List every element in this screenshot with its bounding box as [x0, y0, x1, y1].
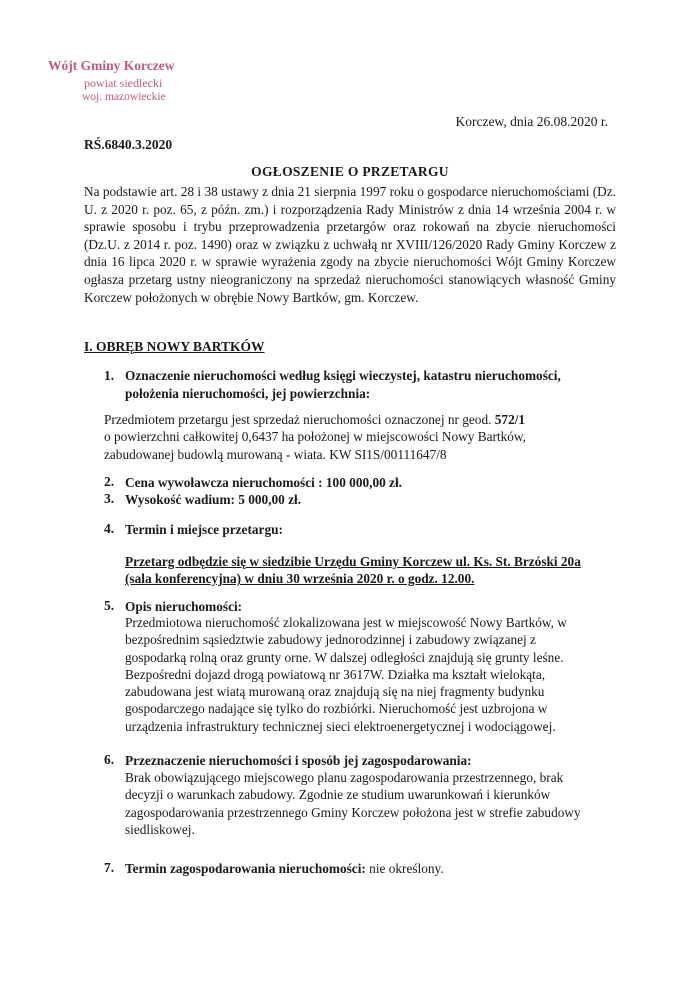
stamp-line-1: Wójt Gminy Korczew: [48, 58, 175, 73]
place-date: Korczew, dnia 26.08.2020 r.: [455, 114, 608, 129]
intro-paragraph: Na podstawie art. 28 i 38 ustawy z dnia 21 sierpnia 1997 roku o gospodarce nieruchomościami (Dz. U. z 2020 r. poz. 65, z późn. zm.) i rozporządzenia Rady Ministrów z dnia 14 września 2004 r. w sprawie sposobu i trybu przeprowadzenia przetargów oraz rokowań na zbycie nieruchomości (Dz.U. z 2014 r. poz. 1490) oraz w związku z uchwałą nr XVIII/126/2020 Rady Gminy Korczew z dnia 16 lipca 2020 r. w sprawie wyrażenia zgody na zbycie nieruchomości Wójt Gminy Korczew ogłasza przetarg ustny nieograniczony na sprzedaż nieruchomości stanowiących własność Gminy Korczew położonych w obrębie Nowy Bartków, gm. Korczew.: [84, 184, 616, 305]
item-5-line-6: gospodarczego nadające się tylko do rozbiórki. Nieruchomość jest uzbrojona w: [125, 701, 548, 717]
section-heading: I. OBRĘB NOWY BARTKÓW: [84, 339, 265, 354]
item-7-heading: Termin zagospodarowania nieruchomości:: [125, 861, 366, 876]
item-6-line-1: Brak obowiązującego miejscowego planu zagospodarowania przestrzennego, brak: [125, 770, 564, 785]
stamp-line-2: powiat siedlecki: [84, 76, 163, 90]
item-2-number: 2.: [104, 474, 115, 489]
item-7-line: [125, 860, 625, 878]
item-5-heading: Opis nieruchomości:: [125, 599, 243, 614]
item-2-text: Cena wywoławcza nieruchomości : 100 000,00 zł.: [125, 475, 402, 490]
item-1-number: 1.: [104, 368, 115, 383]
document-title: OGŁOSZENIE O PRZETARGU: [251, 164, 449, 179]
item-1-body-line-3: zabudowanej budowlą murowaną - wiata. KW SI1S/00111647/8: [104, 446, 447, 462]
item-5-line-1: Przedmiotowa nieruchomość zlokalizowana jest w miejscowość Nowy Bartków, w: [125, 615, 567, 630]
item-7-number: 7.: [104, 860, 115, 875]
item-1-heading-line-2: położenia nieruchomości, jej powierzchnia:: [125, 385, 371, 401]
item-4-heading: Termin i miejsce przetargu:: [125, 522, 283, 537]
item-4-body-line-1: Przetarg odbędzie się w siedzibie Urzędu Gminy Korczew ul. Ks. St. Brzóski 20a: [125, 554, 581, 569]
item-5-line-7: urządzenia infrastruktury technicznej sieci elektroenergetycznej i wodociągowej.: [125, 718, 556, 734]
item-5-line-2: bezpośrednim sąsiedztwie zabudowy jednorodzinnej i zabudowy związanej z: [125, 632, 536, 648]
item-1-body-line-1a: Przedmiotem przetargu jest sprzedaż nieruchomości oznaczonej nr geod.: [104, 412, 492, 427]
item-4-body: [125, 553, 625, 588]
stamp-line-3: woj. mazowieckie: [82, 91, 166, 103]
item-1-body-line-1: [104, 411, 624, 428]
item-6-number: 6.: [104, 752, 115, 767]
item-4-body-line-2: (sala konferencyjna) w dniu 30 września 2020 r. o godz. 12.00.: [125, 571, 475, 587]
item-6-line-3: zagospodarowania przestrzennego Gminy Korczew położona jest w strefie zabudowy: [125, 804, 581, 820]
item-1-heading-line-1: Oznaczenie nieruchomości według księgi wieczystej, katastru nieruchomości,: [125, 368, 561, 383]
parcel-number: 572/1: [494, 412, 526, 427]
item-6-heading: Przeznaczenie nieruchomości i sposób jej zagospodarowania:: [125, 753, 472, 768]
item-5-line-4: Bezpośredni dojazd drogą powiatową nr 3617W. Działka ma kształt wielokąta,: [125, 666, 546, 682]
item-5-number: 5.: [104, 598, 115, 613]
item-5-body: [125, 614, 625, 735]
item-5-line-3: gospodarką rolną oraz grunty orne. W dalszej odległości znajdują się grunty leśne.: [125, 649, 564, 665]
item-3-number: 3.: [104, 491, 115, 506]
reference-number: RŚ.6840.3.2020: [84, 137, 173, 152]
item-1-body: [104, 411, 624, 463]
item-1-body-line-2: o powierzchni całkowitej 0,6437 ha położonej w miejscowości Nowy Bartków,: [104, 429, 526, 445]
item-3-text: Wysokość wadium: 5 000,00 zł.: [125, 492, 302, 507]
item-7-value: nie określony.: [369, 861, 444, 876]
item-5-line-5: zabudowana jest wiatą murowaną oraz znajdują się na niej fragmenty budynku: [125, 684, 545, 700]
item-4-number: 4.: [104, 521, 115, 536]
item-6-line-4: siedliskowej.: [125, 821, 195, 837]
item-1-heading: [125, 367, 605, 402]
office-stamp: [44, 58, 194, 103]
item-6-body: [125, 769, 625, 838]
item-6-line-2: decyzji o warunkach zabudowy. Zgodnie ze studium uwarunkowań i kierunków: [125, 787, 551, 803]
